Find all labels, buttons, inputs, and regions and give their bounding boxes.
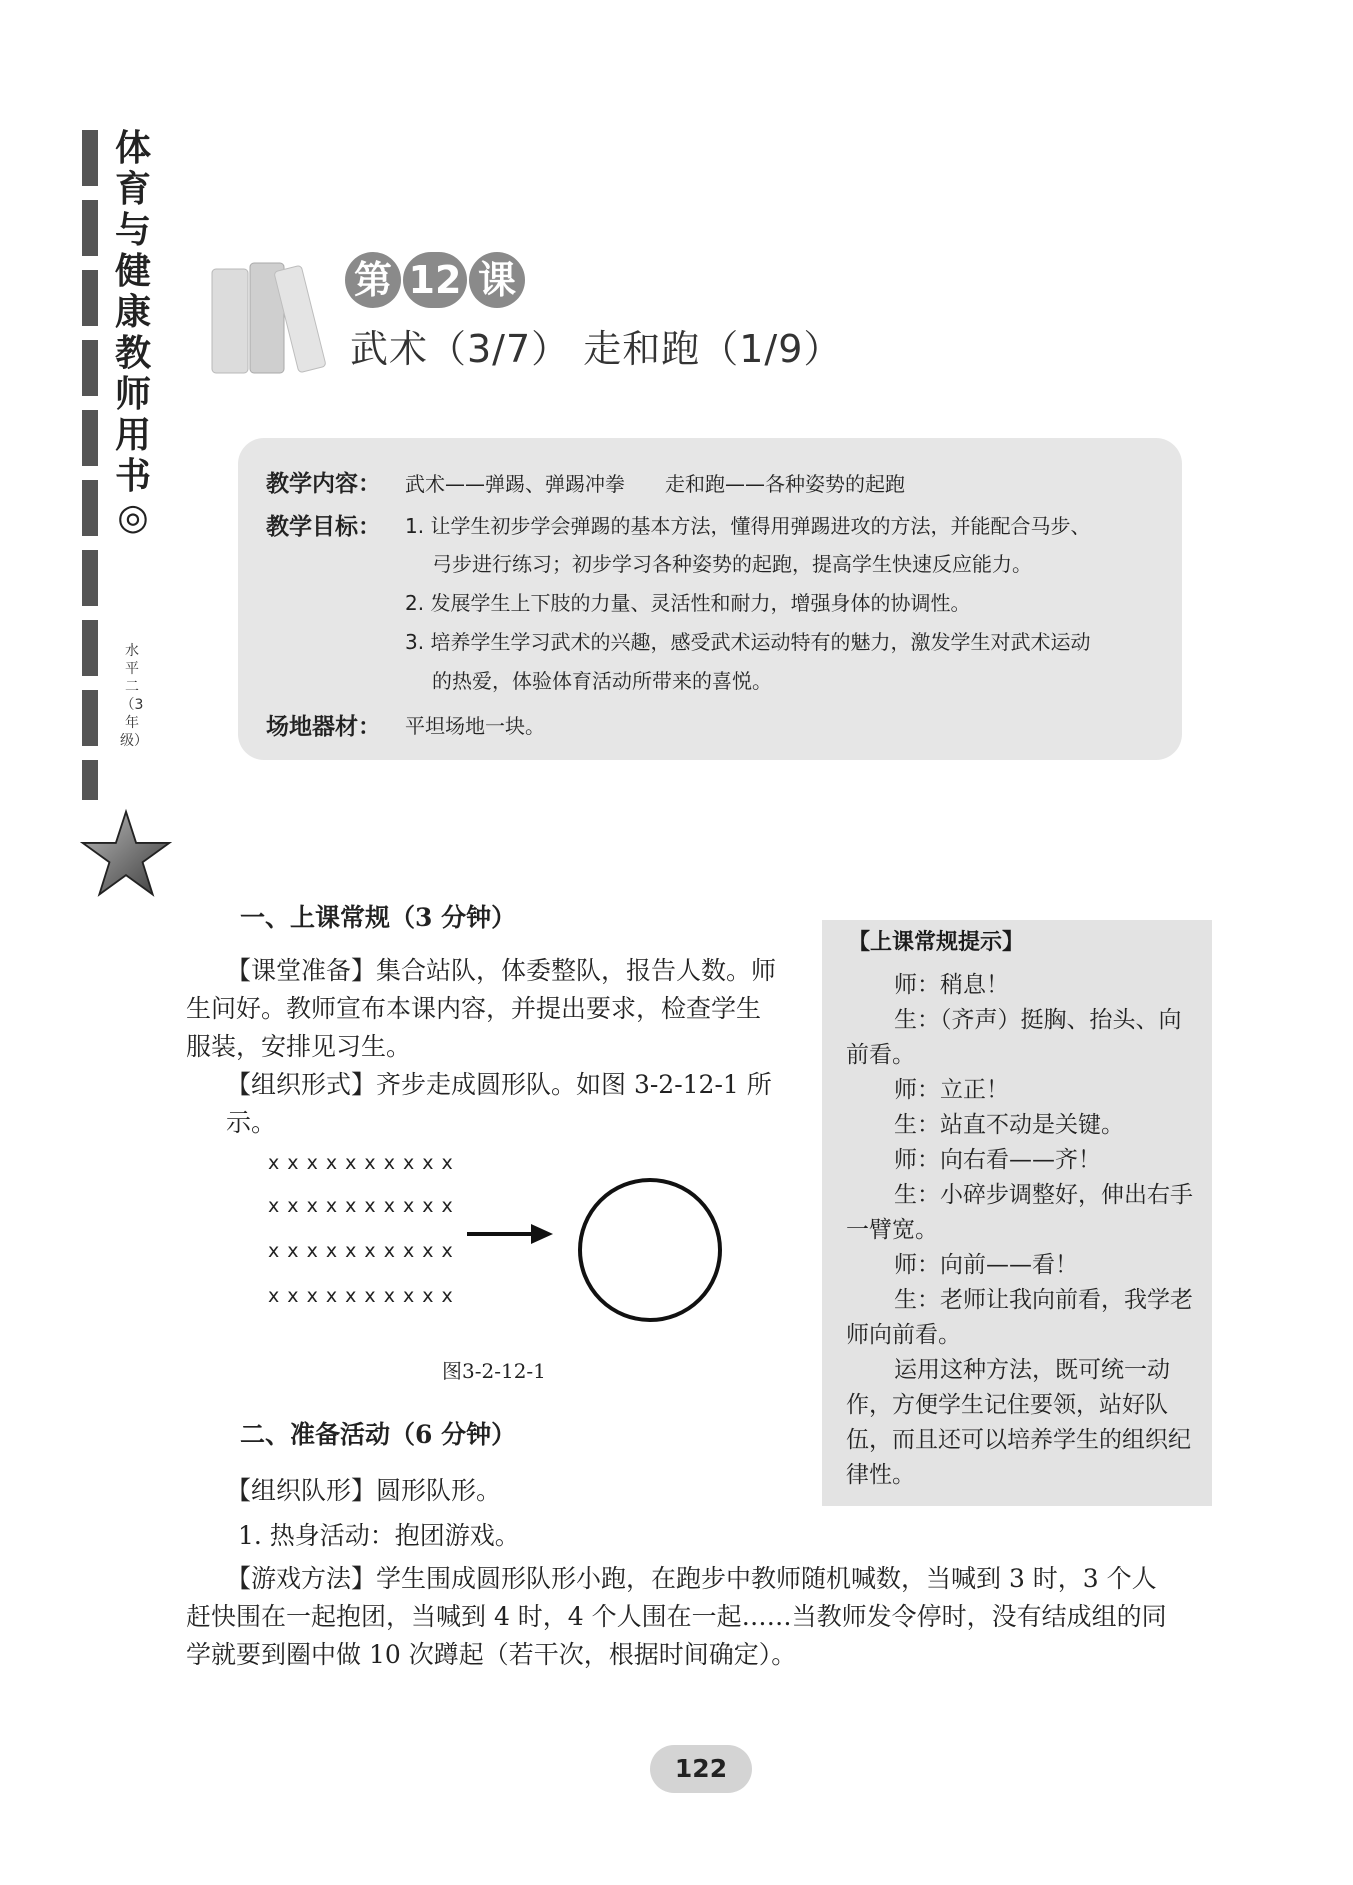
sidebar-line-5: 师：向右看——齐！ bbox=[894, 1147, 1101, 1173]
books-icon bbox=[210, 255, 355, 375]
content-label: 教学内容： bbox=[266, 470, 381, 497]
equip-label: 场地器材： bbox=[266, 713, 381, 740]
sidebar-title: 【上课常规提示】 bbox=[848, 930, 1025, 955]
section2-p2: 1. 热身活动：抱团游戏。 bbox=[238, 1521, 520, 1550]
section2-p3c: 学就要到圈中做 10 次蹲起（若干次，根据时间确定）。 bbox=[186, 1640, 797, 1669]
sidebar-body bbox=[846, 968, 1202, 1493]
figure-row-2: x x x x x x x x x x bbox=[268, 1195, 454, 1217]
sidebar-line-4: 生：站直不动是关键。 bbox=[894, 1112, 1124, 1138]
section1-p1a: 【课堂准备】集合站队，体委整队，报告人数。师 bbox=[226, 956, 777, 985]
section1-body bbox=[186, 952, 811, 1142]
level-label: 水平二（3年级） bbox=[120, 643, 148, 749]
lesson-subtitle: 武术（3/7） 走和跑（1/9） bbox=[350, 327, 843, 371]
lesson-suffix: 课 bbox=[469, 252, 525, 308]
goal-3b: 的热爱，体验体育活动所带来的喜悦。 bbox=[432, 669, 772, 693]
page-number: 122 bbox=[650, 1745, 752, 1793]
goal-1a: 1. 让学生初步学会弹踢的基本方法，懂得用弹踢进攻的方法，并能配合马步、 bbox=[405, 514, 1091, 538]
figure-caption: 图3-2-12-1 bbox=[442, 1359, 546, 1383]
section2-p3b: 赶快围在一起抱团，当喊到 4 时，4 个人围在一起……当教师发令停时，没有结成组的同 bbox=[186, 1602, 1167, 1631]
sidebar-line-8: 生：老师让我向前看，我学老师向前看。 bbox=[846, 1287, 1193, 1348]
sidebar-line-9: 运用这种方法，既可统一动作，方便学生记住要领，站好队伍，而且还可以培养学生的组织纪律性。 bbox=[846, 1357, 1191, 1488]
figure-row-4: x x x x x x x x x x bbox=[268, 1285, 454, 1307]
goal-label: 教学目标： bbox=[266, 513, 381, 540]
sidebar-line-1: 师：稍息！ bbox=[894, 972, 1009, 998]
sidebar-line-3: 师：立正！ bbox=[894, 1077, 1009, 1103]
lesson-number: 12 bbox=[403, 252, 467, 308]
star-icon bbox=[80, 808, 172, 900]
sidebar-line-7: 师：向前——看！ bbox=[894, 1252, 1078, 1278]
section1-title: 一、上课常规（3 分钟） bbox=[240, 903, 517, 932]
content-text: 武术——弹踢、弹踢冲拳 走和跑——各种姿势的起跑 bbox=[405, 472, 905, 496]
goal-3a: 3. 培养学生学习武术的兴趣，感受武术运动特有的魅力，激发学生对武术运动 bbox=[405, 630, 1091, 654]
section2-p1: 【组织队形】圆形队形。 bbox=[226, 1476, 502, 1505]
section2-p3a: 【游戏方法】学生围成圆形队形小跑，在跑步中教师随机喊数，当喊到 3 时，3 个人 bbox=[226, 1564, 1157, 1593]
lesson-number-heading bbox=[345, 250, 527, 310]
goal-1b: 弓步进行练习；初步学习各种姿势的起跑，提高学生快速反应能力。 bbox=[432, 552, 1032, 576]
sidebar-line-6: 生：小碎步调整好，伸出右手一臂宽。 bbox=[846, 1182, 1193, 1243]
section1-p1c: 服装，安排见习生。 bbox=[186, 1032, 412, 1061]
section1-p1b: 生问好。教师宣布本课内容，并提出要求，检查学生 bbox=[186, 994, 762, 1023]
equip-text: 平坦场地一块。 bbox=[405, 714, 545, 738]
section2-title: 二、准备活动（6 分钟） bbox=[240, 1420, 517, 1449]
circle-formation bbox=[575, 1175, 725, 1325]
section2-p3 bbox=[186, 1560, 1211, 1674]
lesson-prefix: 第 bbox=[345, 252, 401, 308]
book-title: 体育与健康教师用书◎ bbox=[114, 127, 151, 538]
section1-p2: 【组织形式】齐步走成圆形队。如图 3-2-12-1 所示。 bbox=[226, 1070, 772, 1137]
figure-row-1: x x x x x x x x x x bbox=[268, 1152, 454, 1174]
goal-2: 2. 发展学生上下肢的力量、灵活性和耐力，增强身体的协调性。 bbox=[405, 591, 971, 615]
figure-row-3: x x x x x x x x x x bbox=[268, 1240, 454, 1262]
arrow-right-icon bbox=[465, 1222, 555, 1246]
sidebar-line-2: 生：（齐声）挺胸、抬头、向前看。 bbox=[846, 1007, 1182, 1068]
margin-bars bbox=[82, 130, 102, 810]
